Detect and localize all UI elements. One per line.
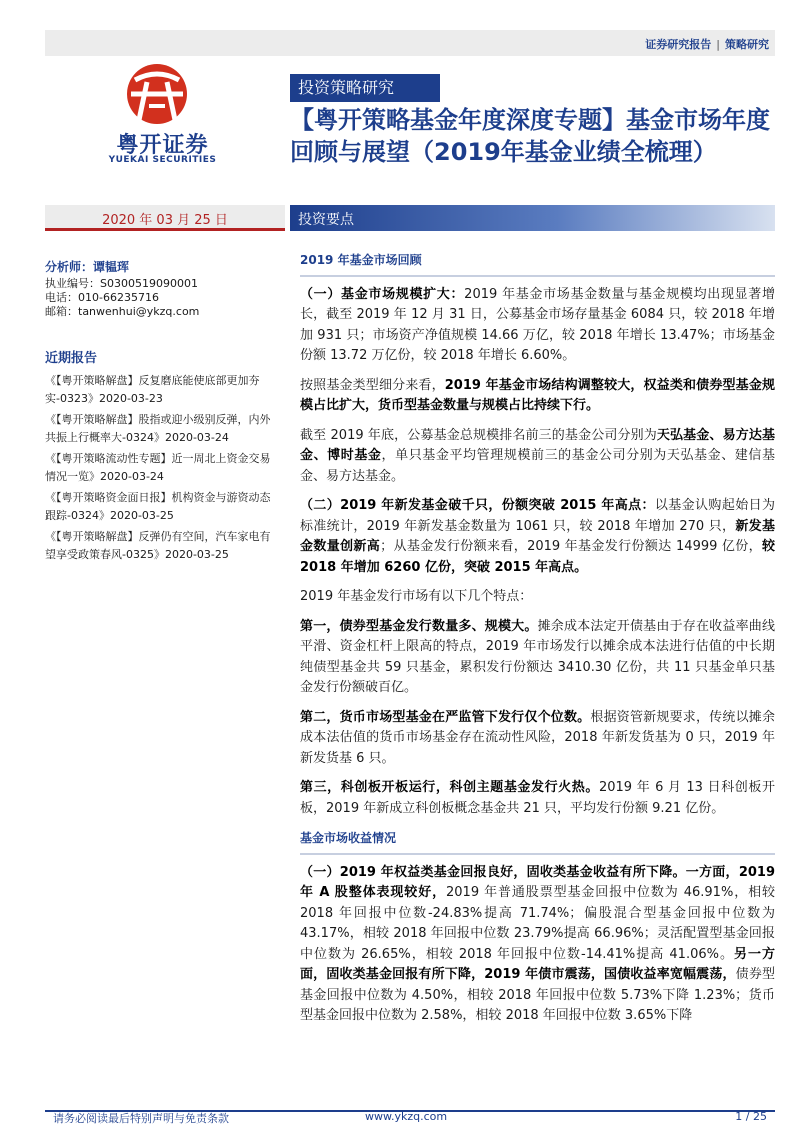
analyst-email[interactable]: 邮箱：tanwenhui@ykzq.com (45, 305, 200, 318)
highlights-label: 投资要点 (298, 212, 354, 228)
header-separator: | (716, 38, 720, 51)
paragraph-structure (300, 376, 775, 417)
main-content (300, 250, 775, 1036)
footer-page-number: 1 / 25 (735, 1110, 767, 1123)
paragraph-returns-body-a: 2019 年普通股票型基金回报中位数为 46.91%，相较 2018 年回报中位数-24.83%提高 71.74%；偏股混合型基金回报中位数为 43.17%，相较 2018 年回报中位数 23.79%提高 66.96%；灵活配置型基金回报中位数为 26.65%，相较 2018 年回报中位数-14.41%提高 41.06%。 (300, 885, 775, 962)
paragraph-feature-one-body: 摊余成本法定开债基由于存在收益率曲线平滑、资金杠杆上限高的特点，2019 年市场发行以摊余成本法进行估值的中长期纯债型基金共 59 只基金，累积发行份额达 3410.30 亿份，共 11 只基金单只基金发行份额破百亿。 (300, 618, 775, 695)
paragraph-structure-emphasis: 2019 年基金市场结构调整较大，权益类和债券型基金规模占比扩大，货币型基金数量与规模占比持续下行。 (300, 377, 775, 413)
recent-reports-title: 近期报告 (45, 351, 98, 366)
analyst-phone: 电话：010-66235716 (45, 291, 159, 304)
recent-report-item[interactable]: 《【粤开策略解盘】反弹仍有空间，汽车家电有望享受政策春风-0325》2020-03-25 (45, 530, 271, 561)
paragraph-returns-heading: （一）2019 年权益类基金回报良好，固收类基金收益有所下降。一方面，2019 年 A 股整体表现较好， (300, 864, 775, 900)
paragraph-top-companies (300, 426, 775, 488)
header-tag-type: 策略研究 (725, 38, 769, 51)
footer-website[interactable]: www.ykzq.com (365, 1110, 448, 1123)
sidebar (45, 258, 275, 567)
analyst-license: 执业编号：S0300519090001 (45, 277, 198, 290)
paragraph-returns-emphasis-b: 另一方面，固收类基金回报有所下降，2019 年债市震荡，国债收益率宽幅震荡， (300, 946, 775, 982)
header-bar (45, 30, 775, 56)
paragraph-structure-lead: 按照基金类型细分来看， (300, 377, 445, 393)
analyst-name: 分析师：谭韫珲 (45, 260, 130, 274)
paragraph-top-companies-emphasis: 天弘基金、易方达基金、博时基金 (300, 427, 775, 463)
recent-report-item[interactable]: 《【粤开策略资金面日报】机构资金与游资动态跟踪-0324》2020-03-25 (45, 491, 271, 522)
header-tags (645, 36, 769, 52)
paragraph-feature-three (300, 778, 775, 819)
paragraph-scale-heading: （一）基金市场规模扩大： (300, 286, 465, 302)
paragraph-new-funds (300, 496, 775, 578)
highlights-bar (290, 205, 775, 231)
paragraph-feature-two-heading: 第二，货币市场型基金在严监管下发行仅个位数。 (300, 709, 591, 725)
logo-emblem-icon (95, 62, 235, 132)
paragraph-new-funds-emphasis-c: 较 2018 年增加 6260 亿份，突破 2015 年高点。 (300, 539, 775, 575)
date-bar (45, 205, 285, 231)
paragraph-feature-two-body: 根据资管新规要求，传统以摊余成本法估值的货币市场基金存在流动性风险，2018 年新发货基为 0 只，2019 年新发货基 6 只。 (300, 709, 775, 766)
paragraph-feature-three-heading: 第三，科创板开板运行，科创主题基金发行火热。 (300, 780, 599, 795)
logo-text-cn: 粤开证券 (116, 133, 209, 158)
report-title: 【粤开策略基金年度深度专题】基金市场年度回顾与展望（2019年基金业绩全梳理） (290, 106, 770, 166)
logo-text-en: YUEKAI SECURITIES (108, 155, 217, 165)
paragraph-new-funds-emphasis-b: 新发基金数量创新高 (300, 518, 775, 554)
footer-disclaimer[interactable]: 请务必阅读最后特别声明与免责条款 (53, 1112, 229, 1125)
header-tag-report: 证券研究报告 (645, 38, 712, 51)
paragraph-new-funds-body-b: ；从基金发行份额来看，2019 年基金发行份额达 14999 亿份， (380, 539, 762, 554)
section-heading-review: 2019 年基金市场回顾 (300, 250, 775, 277)
paragraph-returns-body-b: 债券型基金回报中位数为 4.50%，相较 2018 年回报中位数 5.73%下降 1.23%；货币型基金回报中位数为 2.58%，相较 2018 年回报中位数 3.65%下降 (300, 967, 775, 1023)
paragraph-feature-two (300, 708, 775, 770)
recent-report-item[interactable]: 《【粤开策略解盘】股指或迎小级别反弹，内外共振上行概率大-0324》2020-03-24 (45, 413, 271, 444)
category-tag: 投资策略研究 (290, 74, 440, 102)
paragraph-top-companies-lead: 截至 2019 年底，公募基金总规模排名前三的基金公司分别为 (300, 427, 657, 443)
paragraph-top-companies-tail: ，单只基金平均管理规模前三的基金公司分别为天弘基金、建信基金、易方达基金。 (300, 448, 775, 484)
report-date: 2020 年 03 月 25 日 (102, 213, 228, 228)
paragraph-scale (300, 285, 775, 367)
paragraph-new-funds-heading: （二）2019 年新发基金破千只，份额突破 2015 年高点： (300, 498, 655, 513)
paragraph-feature-one (300, 617, 775, 699)
section-heading-returns: 基金市场收益情况 (300, 828, 775, 855)
paragraph-features-intro: 2019 年基金发行市场有以下几个特点： (300, 589, 533, 604)
paragraph-feature-one-heading: 第一，债券型基金发行数量多、规模大。 (300, 618, 538, 634)
paragraph-feature-three-body: 2019 年 6 月 13 日科创板开板，2019 年新成立科创板概念基金共 21 只，平均发行份额 9.21 亿份。 (300, 780, 775, 816)
paragraph-returns (300, 863, 775, 1027)
paragraph-new-funds-body-a: 以基金认购起始日为标准统计，2019 年新发基金数量为 1061 只，较 2018 年增加 270 只， (300, 498, 775, 534)
paragraph-scale-body: 2019 年基金市场基金数量与基金规模均出现显著增长，截至 2019 年 12 月 31 日，公募基金市场存量基金 6084 只，较 2018 年增加 931 只；市场资产净值规模 14.66 万亿，较 2018 年增长 13.47%；市场基金份额 13.72 万亿份，较 2018 年增长 6.60%。 (300, 286, 775, 363)
recent-report-item[interactable]: 《【粤开策略解盘】反复磨底能使底部更加夯实-0323》2020-03-23 (45, 374, 260, 405)
recent-report-item[interactable]: 《【粤开策略流动性专题】近一周北上资金交易情况一览》2020-03-24 (45, 452, 271, 483)
